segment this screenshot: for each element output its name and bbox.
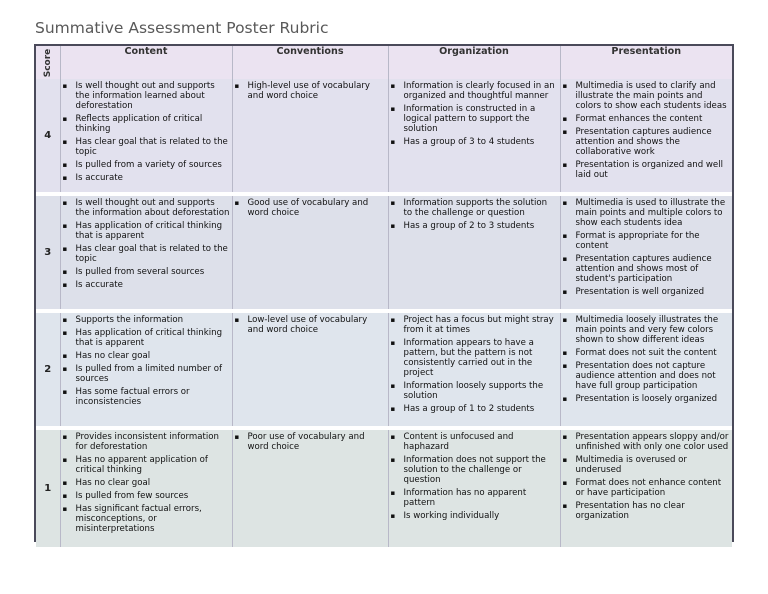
rubric-row <box>36 313 732 426</box>
rubric-body <box>36 79 732 547</box>
organization-criteria-list <box>389 315 560 414</box>
criteria-item: ▪ Has no clear goal <box>76 351 230 361</box>
organization-criteria-list <box>389 81 560 147</box>
criteria-item: ▪ Format does not enhance content or have participation <box>576 478 731 498</box>
criteria-item: ▪ Has some factual errors or inconsistencies <box>76 387 230 407</box>
criteria-item: ▪ Is pulled from a limited number of sources <box>76 364 230 384</box>
criteria-item: ▪ Information appears to have a pattern, but the pattern is not consistently carried out in the project <box>404 338 558 378</box>
organization-criteria-list <box>389 198 560 231</box>
criteria-item: ▪ Has significant factual errors, misconceptions, or misinterpretations <box>76 504 230 534</box>
page-title: Summative Assessment Poster Rubric <box>35 19 329 37</box>
header-row <box>36 46 732 79</box>
content-criteria-list <box>61 81 232 183</box>
presentation-criteria-list <box>561 81 733 180</box>
content-cell <box>60 313 232 426</box>
criteria-item: ▪ Presentation is loosely organized <box>576 394 731 404</box>
criteria-item: ▪ Has no clear goal <box>76 478 230 488</box>
criteria-item: ▪ Is working individually <box>404 511 558 521</box>
content-cell <box>60 430 232 547</box>
criteria-item: ▪ Presentation does not capture audience attention and does not have full group participation <box>576 361 731 391</box>
criteria-item: ▪ Is well thought out and supports the information about deforestation <box>76 198 230 218</box>
organization-cell <box>388 79 560 192</box>
criteria-item: ▪ Presentation is organized and well laid out <box>576 160 731 180</box>
rubric-row <box>36 79 732 192</box>
criteria-item: ▪ Is well thought out and supports the information learned about deforestation <box>76 81 230 111</box>
presentation-criteria-list <box>561 315 733 404</box>
criteria-item: ▪ Is pulled from several sources <box>76 267 230 277</box>
criteria-item: ▪ Information loosely supports the solution <box>404 381 558 401</box>
conventions-criteria-list <box>233 315 388 335</box>
criteria-item: ▪ Has a group of 3 to 4 students <box>404 137 558 147</box>
conventions-criteria-list <box>233 432 388 452</box>
criteria-item: ▪ Has a group of 2 to 3 students <box>404 221 558 231</box>
criteria-item: ▪ Has application of critical thinking that is apparent <box>76 328 230 348</box>
conventions-criteria-list <box>233 198 388 218</box>
criteria-item: ▪ Presentation captures audience attention and shows most of student's participation <box>576 254 731 284</box>
content-cell <box>60 196 232 309</box>
presentation-cell <box>560 430 732 547</box>
criteria-item: ▪ Format is appropriate for the content <box>576 231 731 251</box>
score-cell: 2 <box>36 313 60 426</box>
score-header-label: Score <box>42 48 53 77</box>
criteria-item: ▪ Presentation captures audience attention and shows the collaborative work <box>576 127 731 157</box>
conventions-criteria-list <box>233 81 388 101</box>
content-cell <box>60 79 232 192</box>
criteria-item: ▪ Presentation is well organized <box>576 287 731 297</box>
criteria-item: ▪ Is accurate <box>76 173 230 183</box>
criteria-item: ▪ Has no apparent application of critical thinking <box>76 455 230 475</box>
organization-header: Organization <box>388 46 560 79</box>
criteria-item: ▪ Provides inconsistent information for deforestation <box>76 432 230 452</box>
content-criteria-list <box>61 315 232 407</box>
criteria-item: ▪ Is pulled from few sources <box>76 491 230 501</box>
criteria-item: ▪ Is accurate <box>76 280 230 290</box>
conventions-cell <box>232 313 388 426</box>
conventions-header: Conventions <box>232 46 388 79</box>
rubric-table <box>34 44 734 542</box>
criteria-item: ▪ High-level use of vocabulary and word choice <box>248 81 386 101</box>
organization-criteria-list <box>389 432 560 521</box>
criteria-item: ▪ Information is constructed in a logical pattern to support the solution <box>404 104 558 134</box>
content-criteria-list <box>61 432 232 534</box>
presentation-criteria-list <box>561 432 733 521</box>
criteria-item: ▪ Has clear goal that is related to the topic <box>76 244 230 264</box>
score-header <box>36 46 60 79</box>
criteria-item: ▪ Project has a focus but might stray from it at times <box>404 315 558 335</box>
criteria-item: ▪ Multimedia is used to clarify and illustrate the main points and colors to show each students ideas <box>576 81 731 111</box>
organization-cell <box>388 430 560 547</box>
presentation-cell <box>560 313 732 426</box>
criteria-item: ▪ Content is unfocused and haphazard <box>404 432 558 452</box>
presentation-criteria-list <box>561 198 733 297</box>
presentation-cell <box>560 196 732 309</box>
criteria-item: ▪ Information is clearly focused in an organized and thoughtful manner <box>404 81 558 101</box>
criteria-item: ▪ Multimedia is used to illustrate the main points and multiple colors to show each students idea <box>576 198 731 228</box>
criteria-item: ▪ Presentation has no clear organization <box>576 501 731 521</box>
conventions-cell <box>232 430 388 547</box>
criteria-item: ▪ Has a group of 1 to 2 students <box>404 404 558 414</box>
criteria-item: ▪ Low-level use of vocabulary and word choice <box>248 315 386 335</box>
criteria-item: ▪ Information has no apparent pattern <box>404 488 558 508</box>
score-cell: 1 <box>36 430 60 547</box>
content-header: Content <box>60 46 232 79</box>
criteria-item: ▪ Presentation appears sloppy and/or unfinished with only one color used <box>576 432 731 452</box>
criteria-item: ▪ Poor use of vocabulary and word choice <box>248 432 386 452</box>
score-cell: 4 <box>36 79 60 192</box>
rubric-row <box>36 430 732 547</box>
criteria-item: ▪ Multimedia loosely illustrates the main points and very few colors shown to show different ideas <box>576 315 731 345</box>
score-cell: 3 <box>36 196 60 309</box>
rubric-row <box>36 196 732 309</box>
presentation-cell <box>560 79 732 192</box>
conventions-cell <box>232 196 388 309</box>
conventions-cell <box>232 79 388 192</box>
criteria-item: ▪ Format does not suit the content <box>576 348 731 358</box>
criteria-item: ▪ Is pulled from a variety of sources <box>76 160 230 170</box>
organization-cell <box>388 196 560 309</box>
content-criteria-list <box>61 198 232 290</box>
criteria-item: ▪ Reflects application of critical thinking <box>76 114 230 134</box>
criteria-item: ▪ Format enhances the content <box>576 114 731 124</box>
criteria-item: ▪ Has clear goal that is related to the topic <box>76 137 230 157</box>
criteria-item: ▪ Supports the information <box>76 315 230 325</box>
organization-cell <box>388 313 560 426</box>
criteria-item: ▪ Multimedia is overused or underused <box>576 455 731 475</box>
criteria-item: ▪ Information does not support the solution to the challenge or question <box>404 455 558 485</box>
criteria-item: ▪ Good use of vocabulary and word choice <box>248 198 386 218</box>
presentation-header: Presentation <box>560 46 732 79</box>
criteria-item: ▪ Information supports the solution to the challenge or question <box>404 198 558 218</box>
criteria-item: ▪ Has application of critical thinking that is apparent <box>76 221 230 241</box>
